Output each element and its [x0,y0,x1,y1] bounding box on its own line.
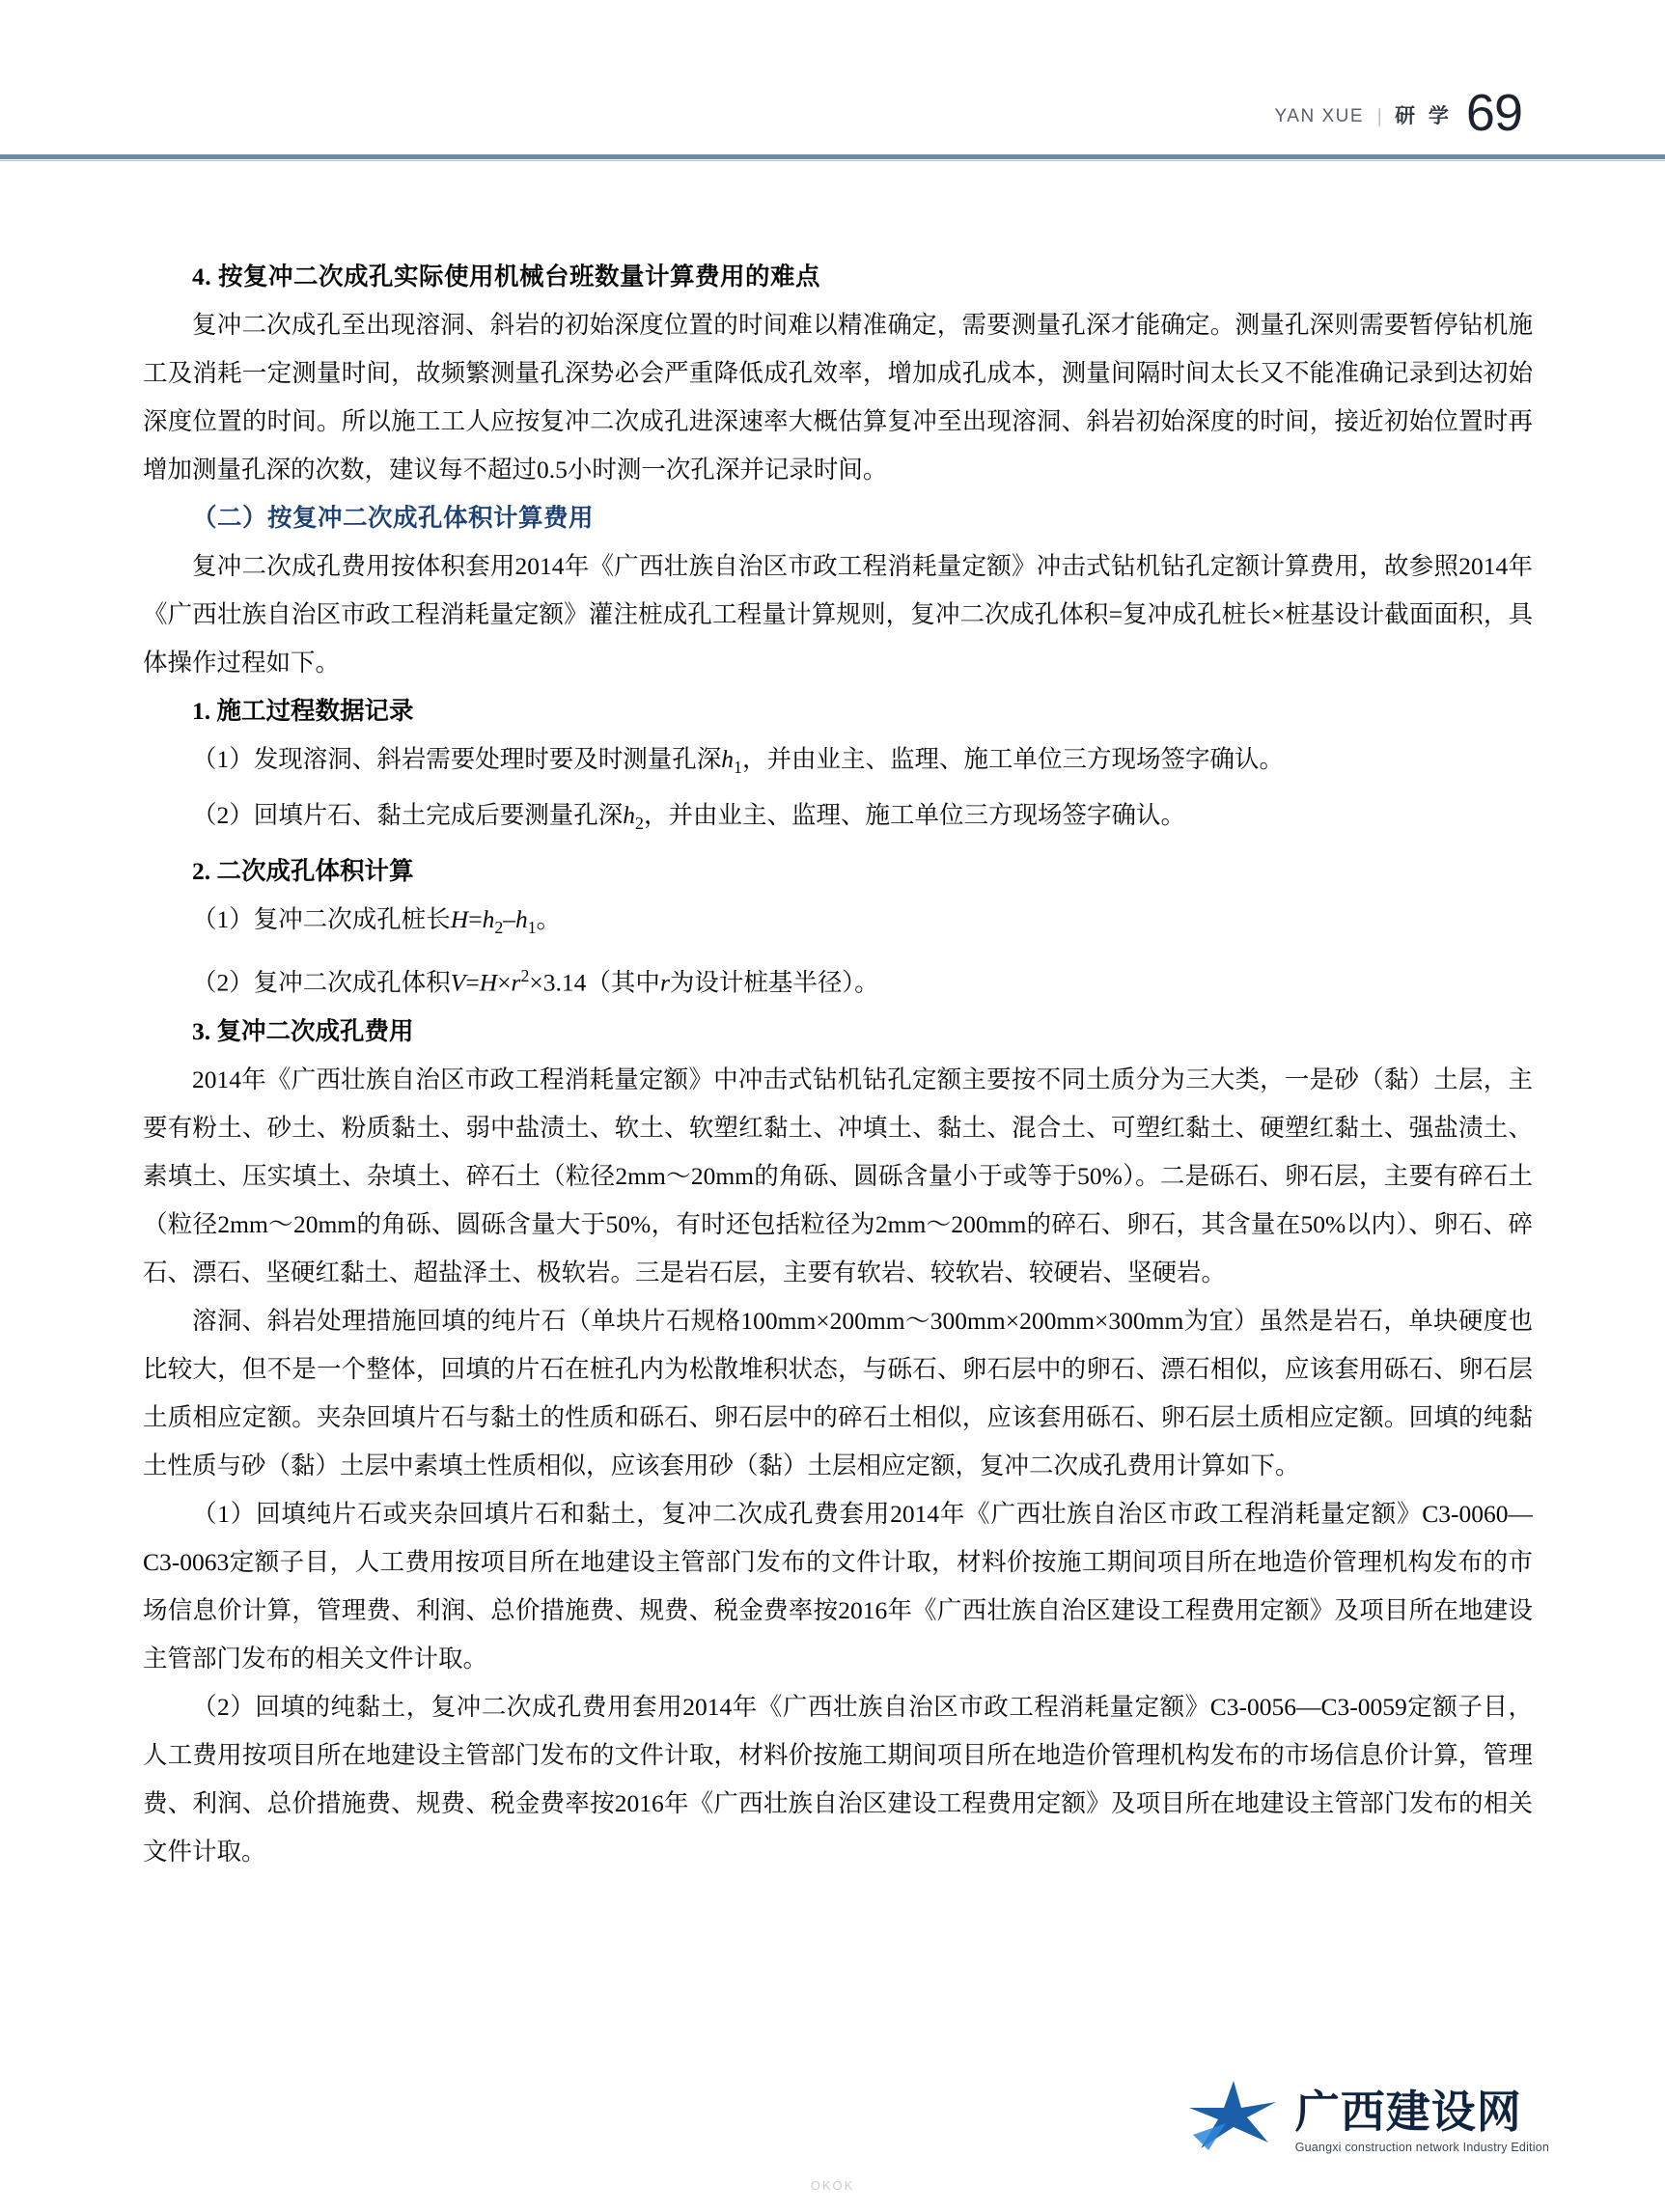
formula-h2-subscript: 2 [494,918,504,938]
heading-4: 4. 按复冲二次成孔实际使用机械台班数量计算费用的难点 [192,263,821,290]
paragraph-3: 2014年《广西壮族自治区市政工程消耗量定额》中冲击式钻机钻孔定额主要按不同土质分为三大类，一是砂（黏）土层，主要有粉土、砂土、粉质黏土、弱中盐渍土、软土、软塑红黏土、冲填土、黏土、混合土、可塑红黏土、硬塑红黏土、强盐渍土、素填土、压实填土、杂填土、碎石土（粒径2mm～20mm的角砾、圆砾含量小于或等于50%）。二是砾石、卵石层，主要有碎石土（粒径2mm～20mm的角砾、圆砾含量大于50%，有时还包括粒径为2mm～200mm的碎石、卵石，其含量在50%以内）、卵石、碎石、漂石、坚硬红黏土、超盐泽土、极软岩。三是岩石层，主要有软岩、较软岩、较硬岩、坚硬岩。 [143,1065,1533,1286]
variable-h1: h [721,745,735,773]
list-item-2-2-text-pre: （2）复冲二次成孔体积 [192,968,451,997]
list-item-1-1 [143,735,1533,791]
list-item-2-1-text-pre: （1）复冲二次成孔桩长 [192,905,451,934]
article-body [143,253,1533,1876]
subheading-2: 2. 二次成孔体积计算 [192,857,414,886]
formula-equals-2: = [465,968,480,997]
variable-h1-subscript: 1 [734,758,742,778]
list-item-1-2-text-post: ，并由业主、监理、施工单位三方现场签字确认。 [643,801,1185,830]
list-item-1-1-text-post: ，并由业主、监理、施工单位三方现场签字确认。 [741,745,1284,773]
header-rule [0,154,1665,159]
footer-watermark: OKOK [810,2178,855,2193]
variable-h2-subscript: 2 [635,814,644,834]
variable-r: r [659,968,670,997]
header-meta [1274,84,1522,142]
formula-H-2: H [479,968,498,997]
list-item-1-2-text-pre: （2）回填片石、黏土完成后要测量孔深 [192,801,624,830]
formula-times-pi: ×3.14 [529,968,587,997]
list-item-2-1 [143,896,1533,952]
list-item-2-2-text-post: 为设计桩基半径）。 [669,968,879,997]
formula-H: H [450,905,469,934]
formula-h1: h [515,905,528,934]
star-icon [1187,2079,1280,2154]
paragraph-1: 复冲二次成孔至出现溶洞、斜岩的初始深度位置的时间难以精准确定，需要测量孔深才能确定。测量孔深则需要暂停钻机施工及消耗一定测量时间，故频繁测量孔深势必会严重降低成孔效率，增加成孔成本，测量间隔时间太长又不能准确记录到达初始深度位置的时间。所以施工工人应按复冲二次成孔进深速率大概估算复冲至出现溶洞、斜岩初始深度的时间，接近初始位置时再增加测量孔深的次数，建议每不超过0.5小时测一次孔深并记录时间。 [143,311,1533,484]
paragraph-4: 溶洞、斜岩处理措施回填的纯片石（单块片石规格100mm×200mm～300mm×200mm×300mm为宜）虽然是岩石，单块硬度也比较大，但不是一个整体，回填的片石在桩孔内为松散堆积状态，与砾石、卵石层中的卵石、漂石相似，应该套用砾石、卵石层土质相应定额。夹杂回填片石与黏土的性质和砾石、卵石层中的碎石土相似，应该套用砾石、卵石层土质相应定额。回填的纯黏土性质与砂（黏）土层中素填土性质相似，应该套用砂（黏）土层相应定额，复冲二次成孔费用计算如下。 [143,1306,1533,1479]
list-item-1-1-text-pre: （1）发现溶洞、斜岩需要处理时要及时测量孔深 [192,745,722,773]
variable-h2: h [623,801,636,830]
formula-r: r [511,968,521,997]
paragraph-6: （2）回填的纯黏土，复冲二次成孔费用套用2014年《广西壮族自治区市政工程消耗量定额》C3-0056—C3-0059定额子目，人工费用按项目所在地建设主管部门发布的文件计取，材料价按施工期间项目所在地造价管理机构发布的市场信息价计算，管理费、利润、总价措施费、规费、税金费率按2016年《广西壮族自治区建设工程费用定额》及项目所在地建设主管部门发布的相关文件计取。 [143,1692,1533,1866]
section-heading-2: （二）按复冲二次成孔体积计算费用 [192,505,595,532]
page-number: 69 [1465,84,1522,142]
paragraph-5: （1）回填纯片石或夹杂回填片石和黏土，复冲二次成孔费套用2014年《广西壮族自治区市政工程消耗量定额》C3-0060—C3-0063定额子目，人工费用按项目所在地建设主管部门发布的文件计取，材料价按施工期间项目所在地造价管理机构发布的市场信息价计算，管理费、利润、总价措施费、规费、税金费率按2016年《广西壮族自治区建设工程费用定额》及项目所在地建设主管部门发布的相关文件计取。 [143,1499,1533,1673]
formula-h1-subscript: 1 [527,918,537,938]
list-item-2-2 [143,952,1533,1008]
subheading-1: 1. 施工过程数据记录 [192,697,414,725]
page-header [0,0,1665,174]
header-separator: | [1377,105,1382,126]
header-rule-thin [0,160,1665,161]
paragraph-2: 复冲二次成孔费用按体积套用2014年《广西壮族自治区市政工程消耗量定额》冲击式钻机钻孔定额计算费用，故参照2014年《广西壮族自治区市政工程消耗量定额》灌注桩成孔工程量计算规则，复冲二次成孔体积=复冲成孔桩长×桩基设计截面面积，具体操作过程如下。 [143,552,1533,677]
formula-r-superscript: 2 [520,966,530,986]
footer-logo [1187,2079,1549,2154]
formula-times-1: × [497,968,512,997]
header-label-cn: 研 学 [1395,105,1453,127]
formula-V: V [450,968,466,997]
footer-brand-cn: 广西建设网 [1294,2087,1522,2137]
formula-minus: – [503,905,515,934]
formula-h2: h [482,905,495,934]
footer-brand-en: Guangxi construction network Industry Edition [1294,2141,1549,2154]
list-item-1-2 [143,791,1533,847]
footer-brand [1295,2087,1549,2154]
formula-equals: = [468,905,483,934]
header-label-en: YAN XUE [1274,106,1365,126]
list-item-2-1-text-post: 。 [536,905,562,934]
subheading-3: 3. 复冲二次成孔费用 [192,1016,414,1045]
list-item-2-2-text-mid: （其中 [586,968,660,997]
